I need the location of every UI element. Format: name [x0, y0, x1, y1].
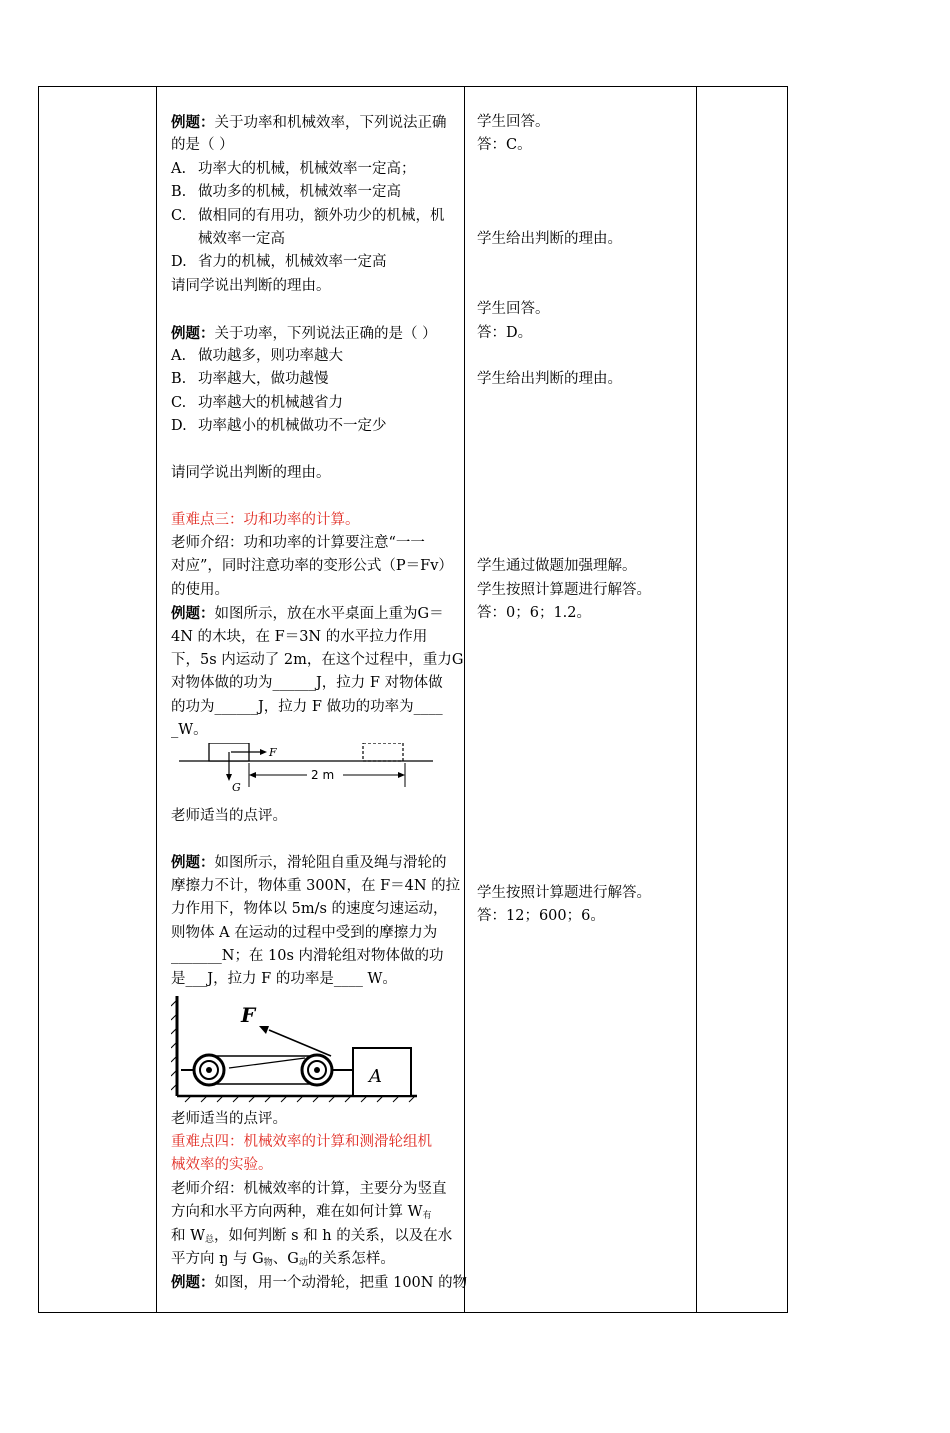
example-label: 例题：	[171, 605, 215, 623]
teacher-column: 例题：关于功率和机械效率，下列说法正确 的是（ ） A. 功率大的机械，机械效率一定高； B. 做功多的机械，机械效率一定高 C. 做相同的有用功，额外功少的机械，机 械效率一定高 D. 省力的机械，机械效率一定高 请同学说出判断的理由。 例题：关于功率，下列说法正确的是（ ） A. 做功越多，则功率越大 B. 功率越大，做功越慢 C. 功率越大的机械越省力 D. 功率越小的机械做功不一定少 请同学说出判断的理由。 重难点三：功和功率的计算。 老师介绍：功和功率的计算要注意“一一 对应”，同时注意功率的变形公式（P＝Fv） 的使用。 例题：如图所示，放在水平桌面上重为G＝ 4N 的木块，在 F＝3N 的水平拉力作用 下，5s 内运动了 2m，在这个过程中，重力G 对物体做的功为______J，拉力 F 对物体做 的功为______J，拉力 F 做功的功率为____ _W。 F G 2 m 老师适当的点评。 例题：如图所示，滑轮阻自重及绳与滑轮的 摩擦力不计，物体重 300N，在 F＝4N 的拉 力作用下，物体以 5m/s 的速度匀速运动， 则物体 A 在运动的过程中受到的摩擦力为 _______N；在 10s 内滑轮组对物体做的功 是___J，拉力 F 的功率是____ W。 A F 老师适当的点评。 重难点四：机械效率的计算和测滑轮组机 械效率的实验。 老师介绍：机械效率的计算，主要分为竖直 方向和水平方向两种，难在如何计算 $W_有$ 和 $W_总$，如何判断 s 和 h 的关系，以及在水 平方向 ŋ 与 $G_物$、$G_动$的关系怎样。 例题：如图，用一个动滑轮，把重 100N 的物	[171, 114, 468, 1292]
intro-text: 老师介绍：功和功率的计算要注意“一一	[171, 535, 425, 552]
intro-text: 和 $W_总$，如何判断 s 和 h 的关系，以及在水	[171, 1227, 453, 1245]
answer-text: 答：D。	[477, 324, 533, 341]
force-label: F	[269, 745, 277, 759]
student-response: 学生回答。	[477, 114, 550, 130]
intro-text: 的使用。	[171, 581, 229, 598]
answer-text: 答：12；600；6。	[477, 907, 605, 924]
option-b: B. 功率越大，做功越慢	[171, 371, 329, 388]
intro-text: 老师介绍：机械效率的计算，主要分为竖直	[171, 1180, 447, 1197]
question-text: 则物体 A 在运动的过程中受到的摩擦力为	[171, 924, 438, 941]
student-response: 学生按照计算题进行解答。	[477, 581, 651, 598]
example-label: 例题：	[171, 1274, 215, 1292]
distance-label: 2 m	[311, 767, 335, 782]
student-response: 学生通过做题加强理解。	[477, 558, 637, 575]
intro-text: 方向和水平方向两种，难在如何计算 $W_有$	[171, 1204, 432, 1222]
section-title: 重难点三：功和功率的计算。	[171, 511, 360, 528]
pulley-figure	[171, 992, 431, 1104]
student-response: 学生给出判断的理由。	[477, 230, 622, 247]
comment-text: 老师适当的点评。	[171, 1110, 287, 1127]
question-text: 是___J，拉力 F 的功率是____ W。	[171, 971, 397, 988]
option-b: B. 做功多的机械，机械效率一定高	[171, 184, 401, 201]
lesson-table	[38, 86, 788, 1313]
question-text: 的是（ ）	[171, 137, 234, 154]
question-text: 对物体做的功为______J，拉力 F 对物体做	[171, 675, 443, 692]
block-force-figure	[171, 743, 441, 801]
question-text: _______N；在 10s 内滑轮组对物体做的功	[171, 947, 444, 964]
example-label: 例题：	[171, 854, 215, 872]
student-response: 学生按照计算题进行解答。	[477, 884, 651, 901]
question-text: 力作用下，物体以 5m/s 的速度匀速运动，	[171, 901, 448, 918]
question-text: 4N 的木块，在 F＝3N 的水平拉力作用	[171, 628, 428, 645]
option-c: C. 功率越大的机械越省力	[171, 394, 343, 411]
intro-text: 平方向 ŋ 与 $G_物$、$G_动$的关系怎样。	[171, 1251, 395, 1269]
example-label: 例题：	[171, 324, 215, 342]
section-title: 械效率的实验。	[171, 1157, 273, 1174]
option-a: A. 功率大的机械，机械效率一定高；	[171, 160, 416, 177]
question-text: _W。	[171, 722, 208, 739]
student-column	[473, 87, 693, 1312]
answer-text: 答：C。	[477, 137, 532, 154]
gravity-label: G	[232, 780, 241, 794]
option-d: D. 功率越小的机械做功不一定少	[171, 418, 387, 435]
answer-text: 答：0；6；1.2。	[477, 605, 592, 622]
section-title: 重难点四：机械效率的计算和测滑轮组机	[171, 1134, 432, 1151]
column-divider	[156, 87, 157, 1312]
student-response: 学生回答。	[477, 301, 550, 318]
question-text: 摩擦力不计，物体重 300N，在 F＝4N 的拉	[171, 877, 461, 894]
option-a: A. 做功越多，则功率越大	[171, 347, 343, 364]
question-text: 下，5s 内运动了 2m，在这个过程中，重力G	[171, 651, 464, 668]
force-label: F	[241, 1002, 256, 1027]
prompt-text: 请同学说出判断的理由。	[171, 277, 331, 294]
comment-text: 老师适当的点评。	[171, 807, 287, 824]
block-a-label: A	[369, 1065, 382, 1087]
intro-text: 对应”，同时注意功率的变形公式（P＝Fv）	[171, 558, 453, 575]
student-response: 学生给出判断的理由。	[477, 371, 622, 388]
prompt-text: 请同学说出判断的理由。	[171, 464, 331, 481]
option-c-cont: 械效率一定高	[198, 230, 285, 247]
question-text: 的功为______J，拉力 F 做功的功率为____	[171, 698, 443, 715]
option-c: C. 做相同的有用功，额外功少的机械，机	[171, 207, 445, 224]
example-label: 例题：	[171, 114, 215, 131]
column-divider	[696, 87, 697, 1312]
option-d: D. 省力的机械，机械效率一定高	[171, 254, 387, 271]
